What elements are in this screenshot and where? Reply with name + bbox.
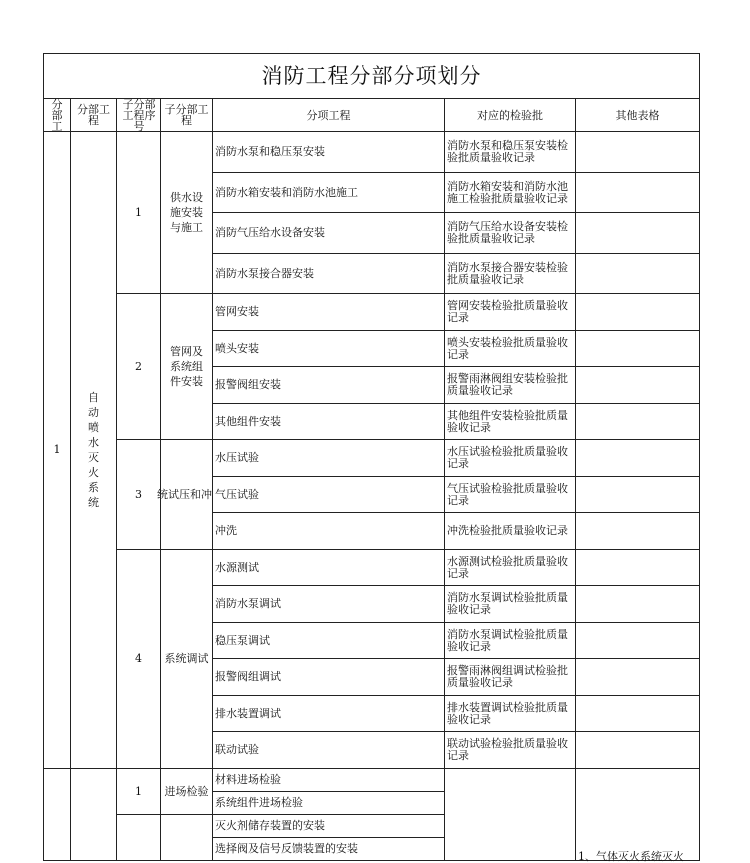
other-forms-cell: [576, 586, 700, 623]
inspection-cell: 报警雨淋阀组调试检验批质量验收记录: [445, 659, 576, 696]
inspection-cell: 水源测试检验批质量验收记录: [445, 550, 576, 586]
other-forms-cell: [576, 440, 700, 477]
sub-division-no: 3: [117, 440, 161, 550]
item-cell: 消防水泵调试: [213, 586, 445, 623]
inspection-cell: 喷头安装检验批质量验收记录: [445, 331, 576, 367]
header-division-no: 分部工: [44, 99, 71, 132]
other-forms-cell: [576, 513, 700, 550]
item-cell: 消防水泵接合器安装: [213, 254, 445, 294]
item-cell: 水压试验: [213, 440, 445, 477]
inspection-cell: [445, 769, 576, 861]
other-forms-cell: [576, 173, 700, 213]
sub-division-no: 1: [117, 132, 161, 294]
item-cell: 报警阀组安装: [213, 367, 445, 404]
spreadsheet-sheet: [43, 53, 699, 863]
other-forms-cell: [576, 732, 700, 769]
item-cell: 消防水箱安装和消防水池施工: [213, 173, 445, 213]
header-sub-division-no: 子分部工程序号: [117, 99, 161, 132]
item-cell: 喷头安装: [213, 331, 445, 367]
inspection-cell: 消防水泵和稳压泵安装检验批质量验收记录: [445, 132, 576, 173]
other-forms-cell: [576, 213, 700, 254]
header-other-forms: 其他表格: [576, 99, 700, 132]
sub-division-no: 4: [117, 550, 161, 769]
item-cell: 稳压泵调试: [213, 623, 445, 659]
other-forms-cell: [576, 550, 700, 586]
sub-division-no: [117, 815, 161, 861]
table-row: [44, 132, 700, 173]
item-cell: 联动试验: [213, 732, 445, 769]
other-forms-cell: [576, 623, 700, 659]
item-cell: 消防水泵和稳压泵安装: [213, 132, 445, 173]
inspection-cell: 消防水泵调试检验批质量验收记录: [445, 623, 576, 659]
other-forms-cell: [576, 477, 700, 513]
item-cell: 管网安装: [213, 294, 445, 331]
division-name: 自动喷水灭火系统: [71, 132, 117, 769]
item-cell: 排水装置调试: [213, 696, 445, 732]
other-forms-cell: [576, 132, 700, 173]
header-division-name: 分部工程: [71, 99, 117, 132]
inspection-cell: 排水装置调试检验批质量验收记录: [445, 696, 576, 732]
other-forms-cell: [576, 294, 700, 331]
page-title: 消防工程分部分项划分: [44, 54, 700, 99]
other-forms-cell: [576, 367, 700, 404]
title-row: [44, 54, 700, 99]
division-table: [43, 53, 700, 861]
header-sub-division-name: 子分部工程: [161, 99, 213, 132]
other-forms-cell: [576, 331, 700, 367]
table-row: [44, 550, 700, 586]
inspection-cell: 消防气压给水设备安装检验批质量验收记录: [445, 213, 576, 254]
item-cell: 冲洗: [213, 513, 445, 550]
other-forms-cell: [576, 696, 700, 732]
sub-division-name: 系统调试: [161, 550, 213, 769]
sub-division-name: 供水设施安装与施工: [161, 132, 213, 294]
item-cell: 灭火剂储存装置的安装: [213, 815, 445, 838]
item-cell: 报警阀组调试: [213, 659, 445, 696]
item-cell: 其他组件安装: [213, 404, 445, 440]
inspection-cell: 消防水泵接合器安装检验批质量验收记录: [445, 254, 576, 294]
division-no: 1: [44, 132, 71, 769]
other-forms-cell: [576, 254, 700, 294]
division-no: [44, 769, 71, 861]
other-forms-cell: 1、气体灭火系统灭火: [576, 769, 700, 861]
sub-division-name: 统试压和冲: [161, 440, 213, 550]
inspection-cell: 消防水泵调试检验批质量验收记录: [445, 586, 576, 623]
inspection-cell: 水压试验检验批质量验收记录: [445, 440, 576, 477]
sub-division-name: [161, 815, 213, 861]
division-name: [71, 769, 117, 861]
inspection-cell: 报警雨淋阀组安装检验批质量验收记录: [445, 367, 576, 404]
inspection-cell: 气压试验检验批质量验收记录: [445, 477, 576, 513]
header-inspection: 对应的检验批: [445, 99, 576, 132]
sub-division-name: 进场检验: [161, 769, 213, 815]
table-row: [44, 294, 700, 331]
item-cell: 水源测试: [213, 550, 445, 586]
item-cell: 气压试验: [213, 477, 445, 513]
inspection-cell: 其他组件安装检验批质量验收记录: [445, 404, 576, 440]
sub-division-no: 1: [117, 769, 161, 815]
sub-division-name: 管网及系统组件安装: [161, 294, 213, 440]
header-item: 分项工程: [213, 99, 445, 132]
sub-division-no: 2: [117, 294, 161, 440]
table-row: [44, 440, 700, 477]
inspection-cell: 管网安装检验批质量验收记录: [445, 294, 576, 331]
other-forms-cell: [576, 659, 700, 696]
inspection-cell: 联动试验检验批质量验收记录: [445, 732, 576, 769]
item-cell: 材料进场检验: [213, 769, 445, 792]
item-cell: 系统组件进场检验: [213, 792, 445, 815]
inspection-cell: 消防水箱安装和消防水池施工检验批质量验收记录: [445, 173, 576, 213]
header-row: [44, 99, 700, 132]
item-cell: 消防气压给水设备安装: [213, 213, 445, 254]
table-row: [44, 769, 700, 792]
item-cell: 选择阀及信号反馈装置的安装: [213, 838, 445, 861]
inspection-cell: 冲洗检验批质量验收记录: [445, 513, 576, 550]
other-forms-cell: [576, 404, 700, 440]
